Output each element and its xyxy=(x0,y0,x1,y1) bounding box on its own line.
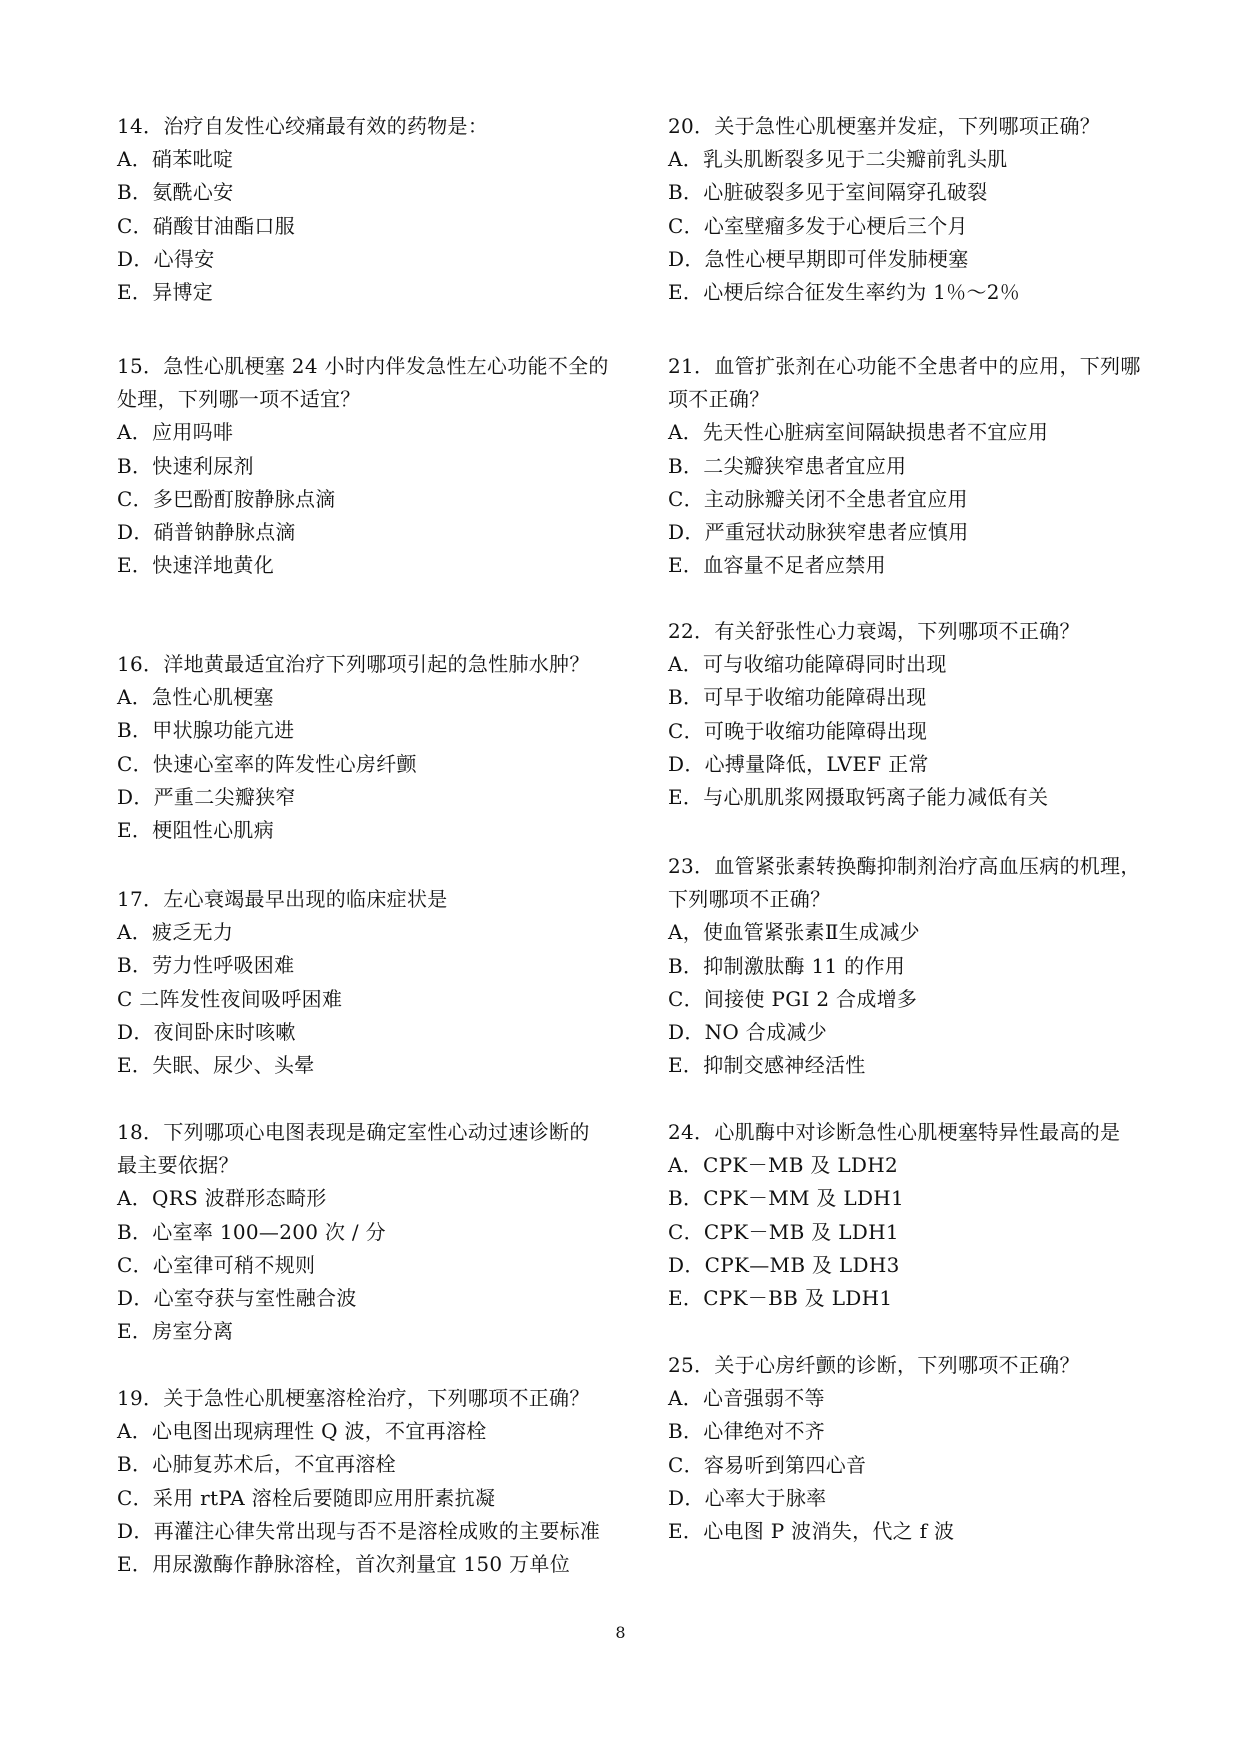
question-17 xyxy=(117,883,637,1082)
option-d: D．心得安 xyxy=(117,246,215,271)
option-b: B．甲状腺功能亢进 xyxy=(117,718,295,743)
option-e: E．梗阻性心肌病 xyxy=(117,817,274,842)
option-d: D．严重二尖瓣狭窄 xyxy=(117,784,296,809)
option-c: C．心室壁瘤多发于心梗后三个月 xyxy=(668,213,968,238)
option-c: C．容易听到第四心音 xyxy=(668,1452,867,1477)
option-b: B．可早于收缩功能障碍出现 xyxy=(668,685,927,710)
option-c: C．心室律可稍不规则 xyxy=(117,1252,316,1277)
question-stem: 19．关于急性心肌梗塞溶栓治疗，下列哪项不正确？ xyxy=(117,1386,590,1410)
option-d: D．心率大于脉率 xyxy=(668,1485,827,1510)
page-number: 8 xyxy=(615,1623,626,1642)
option-d: D．CPK—MB 及 LDH3 xyxy=(668,1252,900,1277)
option-c: C．采用 rtPA 溶栓后要随即应用肝素抗凝 xyxy=(117,1485,496,1510)
option-e: E．用尿激酶作静脉溶栓，首次剂量宜 150 万单位 xyxy=(117,1551,570,1576)
option-a: A．疲乏无力 xyxy=(117,920,234,945)
option-a: A．心电图出现病理性 Q 波，不宜再溶栓 xyxy=(117,1419,487,1444)
option-c: C．间接使 PGI 2 合成增多 xyxy=(668,986,918,1011)
question-stem: 16．洋地黄最适宜治疗下列哪项引起的急性肺水肿？ xyxy=(117,652,590,676)
question-16 xyxy=(117,648,637,847)
option-c: C．硝酸甘油酯口服 xyxy=(117,213,296,238)
option-c: C．主动脉瓣关闭不全患者宜应用 xyxy=(668,486,968,511)
question-stem: 24．心肌酶中对诊断急性心肌梗塞特异性最高的是 xyxy=(668,1120,1121,1144)
question-stem: 15．急性心肌梗塞 24 小时内伴发急性左心功能不全的 xyxy=(117,354,609,378)
question-20 xyxy=(668,110,1188,309)
option-a: A．乳头肌断裂多见于二尖瓣前乳头肌 xyxy=(668,147,1008,172)
option-e: E．抑制交感神经活性 xyxy=(668,1053,866,1078)
question-14 xyxy=(117,110,637,309)
question-stem: 25．关于心房纤颤的诊断，下列哪项不正确？ xyxy=(668,1353,1080,1377)
option-a: A．先天性心脏病室间隔缺损患者不宜应用 xyxy=(668,420,1049,445)
question-stem-continued: 下列哪项不正确？ xyxy=(668,887,831,912)
option-b: B．二尖瓣狭窄患者宜应用 xyxy=(668,453,907,478)
question-stem: 14．治疗自发性心绞痛最有效的药物是： xyxy=(117,114,489,138)
option-b: B．心律绝对不齐 xyxy=(668,1419,826,1444)
option-c: C．多巴酚酊胺静脉点滴 xyxy=(117,486,336,511)
option-e: E．与心肌肌浆网摄取钙离子能力减低有关 xyxy=(668,784,1049,809)
option-e: E．失眠、尿少、头晕 xyxy=(117,1052,315,1077)
question-stem: 22．有关舒张性心力衰竭，下列哪项不正确？ xyxy=(668,619,1080,643)
option-d: D．NO 合成减少 xyxy=(668,1019,827,1044)
option-a: A．可与收缩功能障碍同时出现 xyxy=(668,652,947,677)
option-a: A．硝苯吡啶 xyxy=(117,147,234,172)
question-stem: 21．血管扩张剂在心功能不全患者中的应用，下列哪 xyxy=(668,354,1141,378)
option-c: C．快速心室率的阵发性心房纤颤 xyxy=(117,751,417,776)
question-stem-continued: 最主要依据？ xyxy=(117,1153,239,1178)
question-23 xyxy=(668,850,1188,1082)
option-e: E．异博定 xyxy=(117,279,214,304)
option-c: C．CPK－MB 及 LDH1 xyxy=(668,1219,899,1244)
option-e: E．心梗后综合征发生率约为 1％～2％ xyxy=(668,279,1021,304)
option-a: A，使血管紧张素Ⅱ生成减少 xyxy=(668,920,920,945)
question-stem: 20．关于急性心肌梗塞并发症，下列哪项正确？ xyxy=(668,114,1101,138)
option-e: E．血容量不足者应禁用 xyxy=(668,553,886,578)
question-stem-continued: 处理，下列哪一项不适宜？ xyxy=(117,387,361,412)
option-b: B．心脏破裂多见于室间隔穿孔破裂 xyxy=(668,180,988,205)
option-b: B．心肺复苏术后，不宜再溶栓 xyxy=(117,1452,396,1477)
option-b: B．心室率 100—200 次 / 分 xyxy=(117,1219,386,1244)
option-a: A．急性心肌梗塞 xyxy=(117,685,274,710)
option-a: A．心音强弱不等 xyxy=(668,1386,825,1411)
option-e: E．快速洋地黄化 xyxy=(117,553,274,578)
option-d: D．心搏量降低，LVEF 正常 xyxy=(668,751,929,776)
option-e: E．CPK－BB 及 LDH1 xyxy=(668,1285,893,1310)
question-21 xyxy=(668,350,1188,582)
question-22 xyxy=(668,615,1188,814)
question-15 xyxy=(117,350,637,582)
option-d: D．再灌注心律失常出现与否不是溶栓成败的主要标准 xyxy=(117,1518,601,1543)
option-d: D．夜间卧床时咳嗽 xyxy=(117,1019,296,1044)
option-b: B．氨酰心安 xyxy=(117,180,234,205)
option-c: C 二阵发性夜间吸呼困难 xyxy=(117,986,343,1011)
option-b: B．劳力性呼吸困难 xyxy=(117,953,295,978)
question-25 xyxy=(668,1349,1188,1548)
option-a: A．应用吗啡 xyxy=(117,420,234,445)
option-a: A．QRS 波群形态畸形 xyxy=(117,1186,327,1211)
option-b: B．抑制激肽酶 11 的作用 xyxy=(668,953,906,978)
option-b: B．CPK－MM 及 LDH1 xyxy=(668,1186,905,1211)
question-stem: 23．血管紧张素转换酶抑制剂治疗高血压病的机理， xyxy=(668,854,1141,878)
option-a: A．CPK－MB 及 LDH2 xyxy=(668,1153,899,1178)
question-stem: 18．下列哪项心电图表现是确定室性心动过速诊断的 xyxy=(117,1120,590,1144)
question-24 xyxy=(668,1116,1188,1315)
question-18 xyxy=(117,1116,637,1348)
option-d: D．心室夺获与室性融合波 xyxy=(117,1285,357,1310)
option-c: C．可晚于收缩功能障碍出现 xyxy=(668,718,928,743)
option-d: D．严重冠状动脉狭窄患者应慎用 xyxy=(668,519,969,544)
option-e: E．心电图 P 波消失，代之 f 波 xyxy=(668,1518,955,1543)
question-stem: 17．左心衰竭最早出现的临床症状是 xyxy=(117,887,448,911)
question-19 xyxy=(117,1382,637,1581)
option-d: D．硝普钠静脉点滴 xyxy=(117,519,296,544)
option-e: E．房室分离 xyxy=(117,1319,234,1344)
question-stem-continued: 项不正确？ xyxy=(668,387,770,412)
option-b: B．快速利尿剂 xyxy=(117,453,254,478)
option-d: D．急性心梗早期即可伴发肺梗塞 xyxy=(668,246,969,271)
